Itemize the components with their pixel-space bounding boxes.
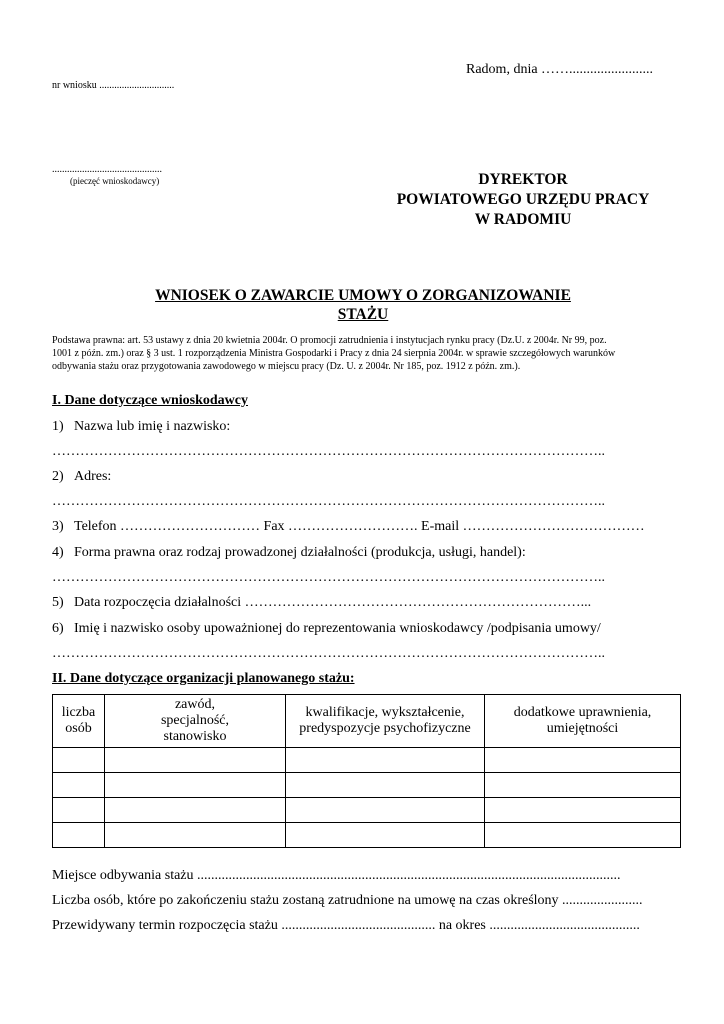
stamp-line: ............................................ [52,164,162,175]
header-line: predyspozycje psychofizyczne [299,721,471,736]
item-text: Imię i nazwisko osoby upoważnionej do reprezentowania wnioskodawcy /podpisania umowy/ [74,621,601,636]
table-row [53,798,681,823]
table-cell[interactable] [105,773,286,798]
item-number: 1) [52,419,64,434]
table-cell[interactable] [53,798,105,823]
legal-basis-line: odbywania stażu oraz przygotowania zawodowego w miejscu pracy (Dz. U. z 2004r. Nr 185, poz. 1912 z późn. zm.). [52,361,521,372]
table-cell[interactable] [286,748,485,773]
item-text: Nazwa lub imię i nazwisko: [74,419,231,434]
table-cell[interactable] [105,823,286,848]
legal-basis [52,334,674,373]
section-2-heading: II. Dane dotyczące organizacji planowanego stażu: [52,671,355,686]
item-number: 5) [52,595,64,610]
item-contact-line[interactable] [52,519,645,535]
table-cell[interactable] [485,748,681,773]
internship-table [52,694,681,848]
item-number: 2) [52,469,64,484]
addressee-line: W RADOMIU [474,211,572,228]
stamp-caption: (pieczęć wnioskodawcy) [70,176,160,186]
item-text: Adres: [74,469,112,484]
item-text: Forma prawna oraz rodzaj prowadzonej działalności (produkcja, usługi, handel): [74,545,526,560]
addressee-line: POWIATOWEGO URZĘDU PRACY [396,191,650,208]
table-cell[interactable] [53,748,105,773]
legal-basis-line: 1001 z późn. zm.) oraz § 3 ust. 1 rozporządzenia Ministra Gospodarki i Pracy z dnia 24 sierpnia 2004r. w sprawie szczegółowych warunków [52,348,616,359]
item-text: Telefon ………………………… Fax ………………………. E-mail ………………………………… [74,519,645,534]
internship-place-field[interactable]: Miejsce odbywania stażu ......................................................................................................................... [52,868,621,883]
item-legal-form-label [52,545,526,561]
table-cell[interactable] [105,798,286,823]
item-name-label [52,419,230,435]
header-line: umiejętności [546,721,619,736]
document-title [52,286,674,324]
column-header-count [53,695,105,748]
item-number: 3) [52,519,64,534]
item-start-date-line[interactable] [52,595,591,611]
item-number: 4) [52,545,64,560]
column-header-qualifications [286,695,485,748]
table-cell[interactable] [485,773,681,798]
header-line: liczba [61,705,96,720]
title-line: STAŻU [337,306,389,323]
item-representative-label [52,621,601,637]
legal-basis-line: Podstawa prawna: art. 53 ustawy z dnia 20 kwietnia 2004r. O promocji zatrudnienia i instytucjach rynku pracy (Dz.U. z 2004r. Nr 99, poz. [52,335,607,346]
column-header-additional-skills [485,695,681,748]
title-line: WNIOSEK O ZAWARCIE UMOWY O ZORGANIZOWANIE [155,287,571,304]
item-number: 6) [52,621,64,636]
application-number-field[interactable]: nr wniosku .............................. [52,80,175,91]
table-cell[interactable] [286,798,485,823]
header-line: dodatkowe uprawnienia, [513,705,652,720]
hired-count-field[interactable]: Liczba osób, które po zakończeniu stażu zostaną zatrudnione na umowę na czas określony ....................... [52,893,643,908]
addressee-line: DYREKTOR [478,171,568,188]
section-1-heading: I. Dane dotyczące wnioskodawcy [52,393,248,408]
start-term-field[interactable]: Przewidywany termin rozpoczęcia stażu ............................................ na okres ........................................... [52,918,640,933]
header-line: osób [65,721,92,736]
column-header-profession [105,695,286,748]
address-fill-line[interactable]: ……………………………………………………………………………………………………….. [52,494,605,509]
table-cell[interactable] [53,773,105,798]
legal-form-fill-line[interactable]: ……………………………………………………………………………………………………….. [52,570,605,585]
table-header-row [53,695,681,748]
item-text: Data rozpoczęcia działalności ………………………………………………………………... [74,595,592,610]
table-cell[interactable] [485,798,681,823]
table-cell[interactable] [485,823,681,848]
header-line: specjalność, [160,713,230,728]
table-row [53,748,681,773]
name-fill-line[interactable]: ……………………………………………………………………………………………………….. [52,444,605,459]
table-cell[interactable] [105,748,286,773]
header-line: zawód, [174,697,216,712]
header-line: kwalifikacje, wykształcenie, [305,705,465,720]
item-address-label [52,469,111,485]
table-cell[interactable] [286,823,485,848]
representative-fill-line[interactable]: ……………………………………………………………………………………………………….. [52,646,605,661]
table-row [53,773,681,798]
addressee-block [370,170,676,230]
table-cell[interactable] [53,823,105,848]
header-line: stanowisko [163,729,227,744]
table-row [53,823,681,848]
place-date-field[interactable]: Radom, dnia ……........................ [466,62,654,77]
table-cell[interactable] [286,773,485,798]
